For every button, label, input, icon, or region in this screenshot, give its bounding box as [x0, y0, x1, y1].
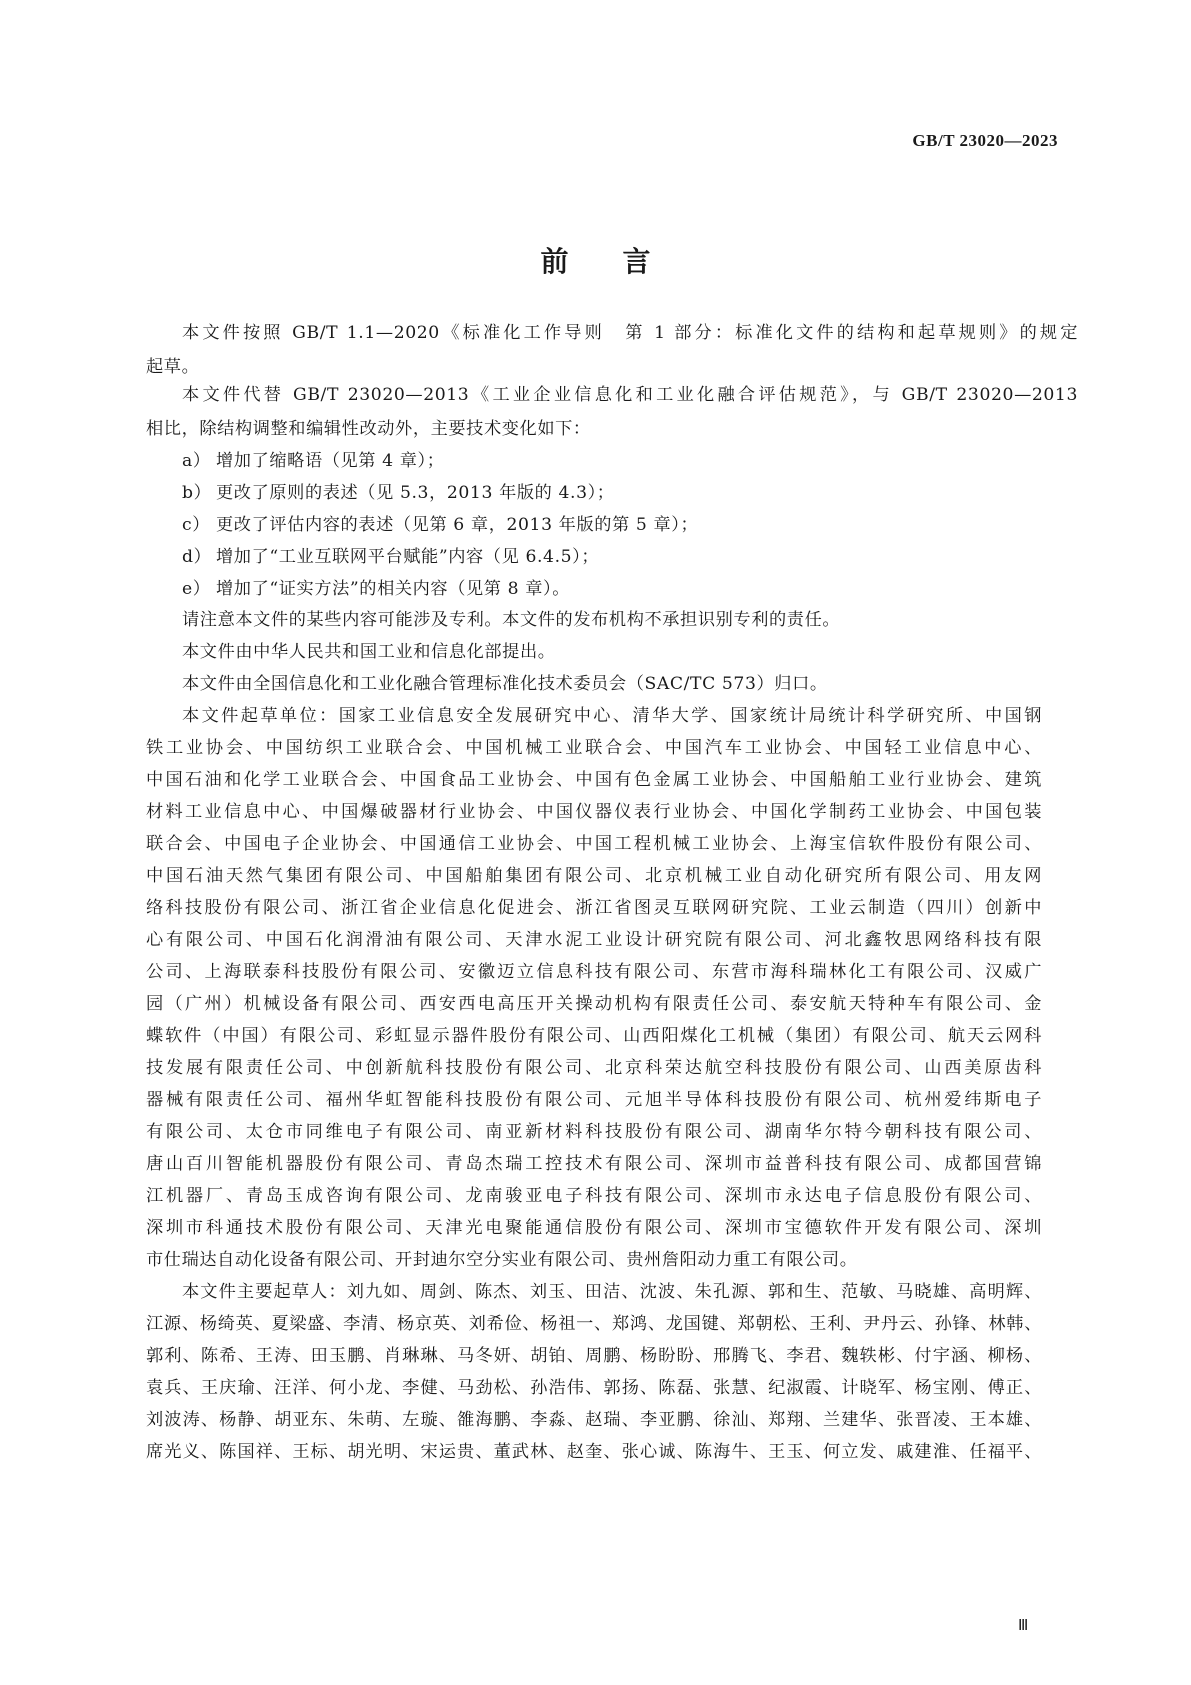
- drafting-units-line: 公司、上海联泰科技股份有限公司、安徽迈立信息科技有限公司、东营市海科瑞林化工有限公司、汉威广: [146, 962, 1042, 982]
- drafters-line: 袁兵、王庆瑜、汪洋、何小龙、李健、马劲松、孙浩伟、郭扬、陈磊、张慧、纪淑霞、计晓军、杨宝刚、傅正、: [146, 1378, 1042, 1398]
- drafting-units-line: 技发展有限责任公司、中创新航科技股份有限公司、北京科荣达航空科技股份有限公司、山西美原齿科: [146, 1058, 1042, 1078]
- drafting-units-line: 联合会、中国电子企业协会、中国通信工业协会、中国工程机械工业协会、上海宝信软件股份有限公司、: [146, 834, 1042, 854]
- change-item: [182, 514, 1078, 536]
- drafting-units-line: 园（广州）机械设备有限公司、西安西电高压开关操动机构有限责任公司、泰安航天特种车有限公司、金: [146, 994, 1042, 1014]
- change-text: 更改了原则的表述（见 5.3，2013 年版的 4.3）；: [216, 483, 615, 503]
- drafting-units-line: 络科技股份有限公司、浙江省企业信息化促进会、浙江省图灵互联网研究院、工业云制造（四川）创新中: [146, 898, 1042, 918]
- drafting-units-line: 本文件起草单位：国家工业信息安全发展研究中心、清华大学、国家统计局统计科学研究所、中国钢: [182, 706, 1042, 726]
- drafting-units-line: 器械有限责任公司、福州华虹智能科技股份有限公司、元旭半导体科技股份有限公司、杭州爱纬斯电子: [146, 1090, 1042, 1110]
- list-marker: d）: [182, 547, 212, 567]
- page-number: Ⅲ: [1018, 1618, 1029, 1634]
- list-marker: b）: [182, 483, 212, 503]
- drafting-units-line: 有限公司、太仓市同维电子有限公司、南亚新材料科技股份有限公司、湖南华尔特今朝科技有限公司、: [146, 1122, 1042, 1142]
- drafting-units-line: 铁工业协会、中国纺织工业联合会、中国机械工业联合会、中国汽车工业协会、中国轻工业信息中心、: [146, 738, 1042, 758]
- drafting-units-line: 中国石油和化学工业联合会、中国食品工业协会、中国有色金属工业协会、中国船舶工业行业协会、建筑: [146, 770, 1042, 790]
- change-item: [182, 578, 1078, 600]
- proposer-statement: 本文件由中华人民共和国工业和信息化部提出。: [182, 642, 556, 662]
- drafters-line: 刘波涛、杨静、胡亚东、朱萌、左璇、雒海鹏、李淼、赵瑞、李亚鹏、徐汕、郑翔、兰建华、张晋凌、王本雄、: [146, 1410, 1042, 1430]
- centralized-statement: 本文件由全国信息化和工业化融合管理标准化技术委员会（SAC/TC 573）归口。: [182, 674, 828, 694]
- drafting-units-line: 中国石油天然气集团有限公司、中国船舶集团有限公司、北京机械工业自动化研究所有限公司、用友网: [146, 866, 1042, 886]
- intro-line: 本文件代替 GB/T 23020—2013《工业企业信息化和工业化融合评估规范》，与 GB/T 23020—2013: [182, 385, 1078, 405]
- drafting-units-line: 心有限公司、中国石化润滑油有限公司、天津水泥工业设计研究院有限公司、河北鑫牧思网络科技有限: [146, 930, 1042, 950]
- change-text: 增加了“工业互联网平台赋能”内容（见 6.4.5）；: [216, 547, 600, 567]
- drafting-units-line: 蝶软件（中国）有限公司、彩虹显示器件股份有限公司、山西阳煤化工机械（集团）有限公司、航天云网科: [146, 1026, 1042, 1046]
- list-marker: a）: [182, 451, 211, 471]
- patent-statement: 请注意本文件的某些内容可能涉及专利。本文件的发布机构不承担识别专利的责任。: [182, 610, 841, 630]
- drafters-line: 本文件主要起草人：刘九如、周剑、陈杰、刘玉、田洁、沈波、朱孔源、郭和生、范敏、马晓雄、高明辉、: [182, 1282, 1042, 1302]
- drafting-units-line: 材料工业信息中心、中国爆破器材行业协会、中国仪器仪表行业协会、中国化学制药工业协会、中国包装: [146, 802, 1042, 822]
- drafters-line: 江源、杨绮英、夏梁盛、李清、杨京英、刘希俭、杨祖一、郑鸿、龙国键、郑朝松、王利、尹丹云、孙锋、林韩、: [146, 1314, 1042, 1334]
- list-marker: e）: [182, 579, 211, 599]
- document-id: GB/T 23020—2023: [912, 131, 1058, 150]
- drafting-units-line: 唐山百川智能机器股份有限公司、青岛杰瑞工控技术有限公司、深圳市益普科技有限公司、成都国营锦: [146, 1154, 1042, 1174]
- intro-line: 本文件按照 GB/T 1.1—2020《标准化工作导则 第 1 部分：标准化文件的结构和起草规则》的规定: [182, 323, 1078, 343]
- change-item: [182, 450, 1078, 472]
- drafting-units-line: 江机器厂、青岛玉成咨询有限公司、龙南骏亚电子科技有限公司、深圳市永达电子信息股份有限公司、: [146, 1186, 1042, 1206]
- change-text: 增加了“证实方法”的相关内容（见第 8 章）。: [216, 579, 571, 599]
- intro-line: 起草。: [146, 357, 200, 377]
- drafters-line: 席光义、陈国祥、王标、胡光明、宋运贵、董武林、赵奎、张心诚、陈海牛、王玉、何立发、戚建淮、任福平、: [146, 1442, 1042, 1462]
- intro-line: 相比，除结构调整和编辑性改动外，主要技术变化如下：: [146, 419, 591, 439]
- list-marker: c）: [182, 515, 211, 535]
- change-text: 更改了评估内容的表述（见第 6 章，2013 年版的第 5 章）；: [216, 515, 699, 535]
- drafting-units-line: 市仕瑞达自动化设备有限公司、开封迪尔空分实业有限公司、贵州詹阳动力重工有限公司。: [146, 1250, 858, 1270]
- drafting-units-line: 深圳市科通技术股份有限公司、天津光电聚能通信股份有限公司、深圳市宝德软件开发有限公司、深圳: [146, 1218, 1042, 1238]
- page-title: 前言: [540, 245, 705, 278]
- drafters-line: 郭利、陈希、王涛、田玉鹏、肖琳琳、马冬妍、胡铂、周鹏、杨盼盼、邢腾飞、李君、魏轶彬、付宇涵、柳杨、: [146, 1346, 1042, 1366]
- change-text: 增加了缩略语（见第 4 章）；: [216, 451, 445, 471]
- change-item: [182, 546, 1078, 568]
- change-item: [182, 482, 1078, 504]
